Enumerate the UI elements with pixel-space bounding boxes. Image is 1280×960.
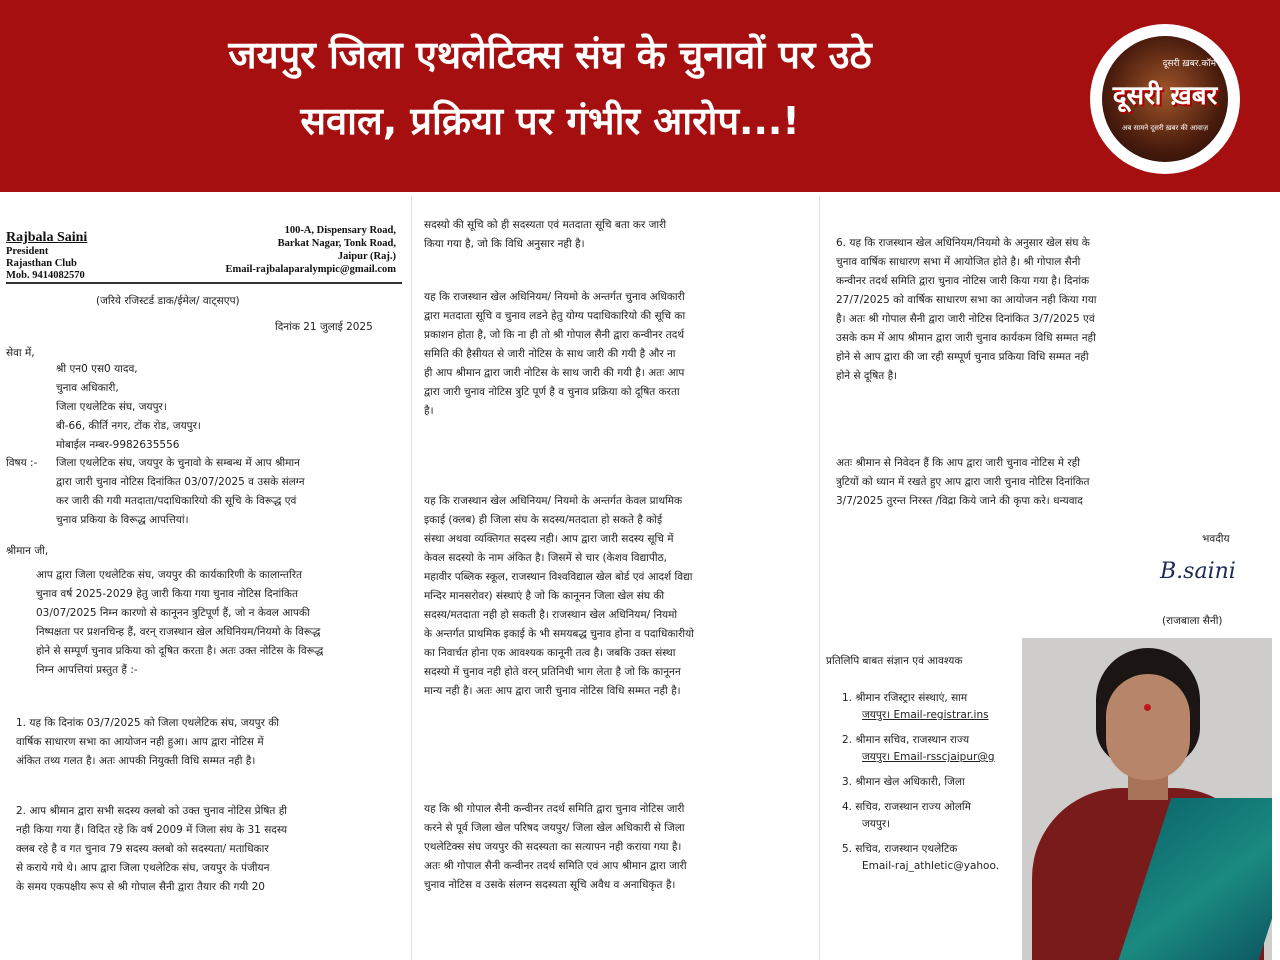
headline-banner [0, 0, 1280, 192]
subject-line: जिला एथलेटिक संघ, जयपुर के चुनावो के सम्बन्ध में आप श्रीमान [56, 457, 300, 469]
to-label: सेवा में, [6, 347, 35, 359]
signer-name: (राजबाला सैनी) [1162, 615, 1223, 627]
objection-4 [424, 492, 812, 701]
paragraph-line: उसके कम में आप श्रीमान द्वारा जारी चुनाव कार्यकम विधि सम्मत नही [836, 332, 1096, 344]
portrait-photo [1022, 638, 1272, 960]
copy-line: 3. श्रीमान खेल अधिकारी, जिला [842, 776, 965, 788]
objection-3 [424, 288, 812, 421]
paragraph-line: 03/07/2025 निम्न कारणो से कानूनन त्रुटिपूर्ण हैं, जो न केवल आपकी [36, 607, 310, 619]
paragraph-line: ही आप श्रीमान द्वारा जारी नोटिस के साथ जारी की गयी है। अतः आप [424, 367, 685, 379]
paragraph-line: चुनाव नोटिस व उसके संलग्न सदस्यता सूचि अवैध व अनाधिकृत है। [424, 879, 676, 891]
paragraph-line: 27/7/2025 को वार्षिक साधारण सभा का आयोजन नही किया गया [836, 294, 1097, 306]
paragraph-line: वार्षिक साधारण सभा का आयोजन नही हुआ। आप द्वारा नोटिस में [16, 736, 264, 748]
copy-email: जयपुर। Email-registrar.ins [862, 709, 989, 721]
paragraph-line: निष्पक्षता पर प्रशनचिन्ह हैं, वरन् राजस्थान खेल अधिनियम/नियमो के विरूद्ध [36, 626, 321, 638]
copy-email: Email-raj_athletic@yahoo. [862, 860, 1000, 872]
objection-1 [16, 714, 400, 771]
paragraph-line: मान्य नही है। अतः आप द्वारा जारी चुनाव नोटिस विधि सम्मत नही है। [424, 685, 681, 697]
paragraph-line: मन्दिर मानसरोवर) संस्थाएं है जो कि कानूनन जिला खेल संघ की [424, 590, 665, 602]
paragraph-line: के अन्तर्गत प्राथमिक इकाई के भी समयबद्ध चुनाव होना व पदाधिकारीयो [424, 628, 694, 640]
letterhead-rule [6, 282, 402, 284]
paragraph-line: करने से पूर्व जिला खेल परिषद जयपुर/ जिला खेल अधिकारी से जिला [424, 822, 685, 834]
paragraph-line: सदस्यो की सूचि को ही सदस्यता एवं मतदाता सूचि बता कर जारी [424, 219, 667, 231]
paragraph-line: क्लब रहे है व गत चुनाव 79 सदस्य क्लबो को सदस्यता/ मताधिकार [16, 843, 269, 855]
paragraph-line: केवल सदस्यो के नाम अंकित है। जिसमें से चार (केशव विद्यापीठ, [424, 552, 668, 564]
letterhead-address [210, 224, 396, 276]
paragraph-line: होने से आप द्वारा की जा रही सम्पूर्ण चुनाव प्रकिया विधि सम्मत नही [836, 351, 1089, 363]
subject-label: विषय :- [6, 457, 38, 469]
copy-email: जयपुर। Email-rsscjaipur@g [862, 751, 995, 763]
logo-tagline: अब सामने दूसरी ख़बर की आवाज़ [1121, 124, 1209, 132]
sender-mobile: Mob. 9414082570 [6, 270, 85, 281]
signature: B.saini [1160, 559, 1236, 584]
objection-6 [836, 234, 1256, 386]
paragraph-line: के समय एकपक्षीय रूप से श्री गोपाल सैनी द्वारा तैयार की गयी 20 [16, 881, 265, 893]
paragraph-line: 3/7/2025 तुरन्त निरस्त /विद्रा किये जाने की कृपा करे। धन्यवाद [836, 495, 1083, 507]
paragraph-line: संस्था अथवा व्यक्तिगत सदस्य नही। आप द्वारा जारी सदस्य सूचि में [424, 533, 674, 545]
page-divider [819, 196, 820, 960]
paragraph-line: 1. यह कि दिनांक 03/7/2025 को जिला एथलेटिक संघ, जयपुर की [16, 717, 279, 729]
dispatch-mode: (जरिये रजिस्टर्ड डाक/ईमेल/ वाट्सएप) [96, 295, 240, 307]
request-paragraph [836, 454, 1256, 511]
paragraph-line: यह कि राजस्थान खेल अधिनियम/ नियमो के अन्तर्गत केवल प्राथमिक [424, 495, 683, 507]
recipient-line: मोबाईल नम्बर-9982635556 [56, 439, 180, 451]
paragraph-line: सदस्यो में चुनाव नही होते वरन् प्रतिनिधी भाग लेता है जो कि कानूनन [424, 666, 681, 678]
paragraph-line: एथलेटिक्स संघ जयपुर की सदस्यता का सत्यापन नही कराया गया है। [424, 841, 682, 853]
news-logo [1090, 24, 1240, 174]
paragraph-line: अतः श्री गोपाल सैनी कन्वीनर तदर्थ समिति एवं आप श्रीमान द्वारा जारी [424, 860, 687, 872]
paragraph-line: का निवार्चत होना एक आवश्यक कानूनी तत्व है। जबकि उक्त संस्था [424, 647, 676, 659]
news-logo-emblem [1102, 36, 1228, 162]
paragraph-line: चुनाव वर्ष 2025-2029 हेतु जारी किया गया चुनाव नोटिस दिनांकित [36, 588, 298, 600]
subject-text [56, 454, 400, 530]
paragraph-line: अंकित तथ्य गलत है। अतः आपकी नियुक्ती विधि सम्मत नही है। [16, 755, 256, 767]
letter-page-2 [414, 196, 818, 960]
paragraph-line: सदस्य/मतदाता नही हो सकती है। राजस्थान खेल अधिनियम/ नियमो [424, 609, 678, 621]
paragraph-line: त्रुटियों को ध्यान में रखते हुए आप द्वारा जारी चुनाव नोटिस दिनांकित [836, 476, 1090, 488]
copy-item [842, 841, 1032, 875]
subject-line: चुनाव प्रकिया के विरूद्ध आपत्तियां। [56, 514, 189, 526]
subject-line: कर जारी की गयी मतदाता/पदाधिकारियो की सूचि के विरूद्ध एवं [56, 495, 297, 507]
sender-name: Rajbala Saini [6, 230, 88, 245]
sender-title: President [6, 246, 49, 257]
paragraph-line: नही किया गया हैं। विदित रहे कि वर्ष 2009 में जिला संघ के 31 सदस्य [16, 824, 288, 836]
paragraph-line: 6. यह कि राजस्थान खेल अधिनियम/नियमो के अनुसार खेल संघ के [836, 237, 1090, 249]
logo-wordmark: दूसरी ख़बर [1112, 81, 1218, 111]
copy-line: 4. सचिव, राजस्थान राज्य ओलमि [842, 801, 971, 813]
logo-site-text: दूसरी ख़बर.कॉम [1162, 59, 1216, 69]
paragraph-line: आप द्वारा जिला एथलेटिक संघ, जयपुर की कार्यकारिणी के कालान्तरित [36, 569, 303, 581]
address-line: Jaipur (Raj.) [337, 251, 396, 262]
copy-line: 2. श्रीमान सचिव, राजस्थान राज्य [842, 734, 970, 746]
copy-item [842, 799, 1032, 833]
copy-item [842, 690, 1032, 724]
paragraph-line: निम्न आपत्तियां प्रस्तुत हैं :- [36, 664, 138, 676]
paragraph-line: कन्वीनर तदर्थ समिति द्वारा चुनाव नोटिस जारी किया गया है। दिनांक [836, 275, 1090, 287]
address-line: 100-A, Dispensary Road, [284, 225, 396, 236]
headline-line-1: जयपुर जिला एथलेटिक्स संघ के चुनावों पर उठे [228, 33, 872, 77]
paragraph-line: होने से सम्पूर्ण चुनाव प्रकिया को दूषित करता है। अतः उक्त नोटिस के विरूद्ध [36, 645, 324, 657]
paragraph-line: अतः श्रीमान से निवेदन हैं कि आप द्वारा जारी चुनाव नोटिस मे रही [836, 457, 1080, 469]
recipient-line: श्री एन0 एस0 यादव, [56, 363, 138, 375]
letter-page-1 [0, 196, 410, 960]
paragraph-line: यह कि राजस्थान खेल अधिनियम/ नियमो के अन्तर्गत चुनाव अधिकारी [424, 291, 685, 303]
paragraph-line: किया गया है, जो कि विधि अनुसार नही है। [424, 238, 585, 250]
recipient-line: जिला एथलेटिक संघ, जयपुर। [56, 401, 167, 413]
recipient-line: बी-66, कीर्ति नगर, टोंक रोड, जयपुर। [56, 420, 201, 432]
headline [20, 22, 1080, 154]
paragraph-line: महावीर पब्लिक स्कूल, राजस्थान विश्वविद्याल खेल बोर्ड एवं आदर्श विद्या [424, 571, 693, 583]
closing: भवदीय [1202, 533, 1230, 545]
letter-date: दिनांक 21 जुलाई 2025 [275, 321, 373, 333]
paragraph-line: प्रकाशन होता है, जो कि ना ही तो श्री गोपाल सैनी द्वारा कन्वीनर तदर्थ [424, 329, 685, 341]
paragraph-line: से कराये गये थे। आप द्वारा जिला एथलेटिक संघ, जयपुर के पंजीयन [16, 862, 270, 874]
paragraph-line: द्वारा मतदाता सूचि व चुनाव लडने हेतु योग्य पदाधिकारियो की सूचि का [424, 310, 686, 322]
salutation: श्रीमान जी, [6, 545, 49, 557]
objection-2-continued [424, 216, 812, 254]
page-divider [411, 196, 412, 960]
copy-heading: प्रतिलिपि बाबत संज्ञान एवं आवश्यक [826, 655, 963, 667]
copy-item [842, 774, 1032, 791]
paragraph-line: 2. आप श्रीमान द्वारा सभी सदस्य क्लबो को उक्त चुनाव नोटिस प्रेषित ही [16, 805, 288, 817]
paragraph-line: है। अतः श्री गोपाल सैनी द्वारा जारी नोटिस दिनांकित 3/7/2025 एवं [836, 313, 1095, 325]
address-line: Barkat Nagar, Tonk Road, [277, 238, 396, 249]
paragraph-line: द्वारा जारी चुनाव नोटिस त्रुटि पूर्ण है व चुनाव प्रक्रिया को दूषित करता [424, 386, 680, 398]
headline-line-2: सवाल, प्रक्रिया पर गंभीर आरोप...! [300, 99, 800, 143]
paragraph-line: होने से दूषित है। [836, 370, 898, 382]
paragraph-line: इकाई (क्लब) ही जिला संघ के सदस्य/मतदाता हो सकते है कोई [424, 514, 663, 526]
sender-club: Rajasthan Club [6, 258, 77, 269]
intro-paragraph [36, 566, 400, 680]
copy-email: जयपुर। [862, 818, 891, 830]
subject-line: द्वारा जारी चुनाव नोटिस दिनांकित 03/07/2025 व उसके संलग्न [56, 476, 305, 488]
letterhead-sender [6, 230, 87, 282]
copy-line: 5. सचिव, राजस्थान एथलेटिक [842, 843, 958, 855]
portrait-face [1106, 674, 1190, 780]
paragraph-line: यह कि श्री गोपाल सैनी कन्वीनर तदर्थ समिति द्वारा चुनाव नोटिस जारी [424, 803, 685, 815]
paragraph-line: है। [424, 405, 434, 417]
copy-item [842, 732, 1032, 766]
portrait-bindi [1144, 704, 1151, 711]
copy-line: 1. श्रीमान रजिस्ट्रार संस्थाएं, साम [842, 692, 968, 704]
paragraph-line: चुनाव वार्षिक साधारण सभा में आयोजित होते है। श्री गोपाल सैनी [836, 256, 1081, 268]
paragraph-line: समिति की हैसीयत से जारी नोटिस के साथ जारी की गयी है और ना [424, 348, 676, 360]
objection-5 [424, 800, 812, 895]
sender-email: Email-rajbalaparalympic@gmail.com [225, 264, 396, 275]
recipient-line: चुनाव अधिकारी, [56, 382, 119, 394]
copy-list [842, 690, 1032, 875]
objection-2 [16, 802, 400, 897]
recipient-block [56, 360, 201, 455]
